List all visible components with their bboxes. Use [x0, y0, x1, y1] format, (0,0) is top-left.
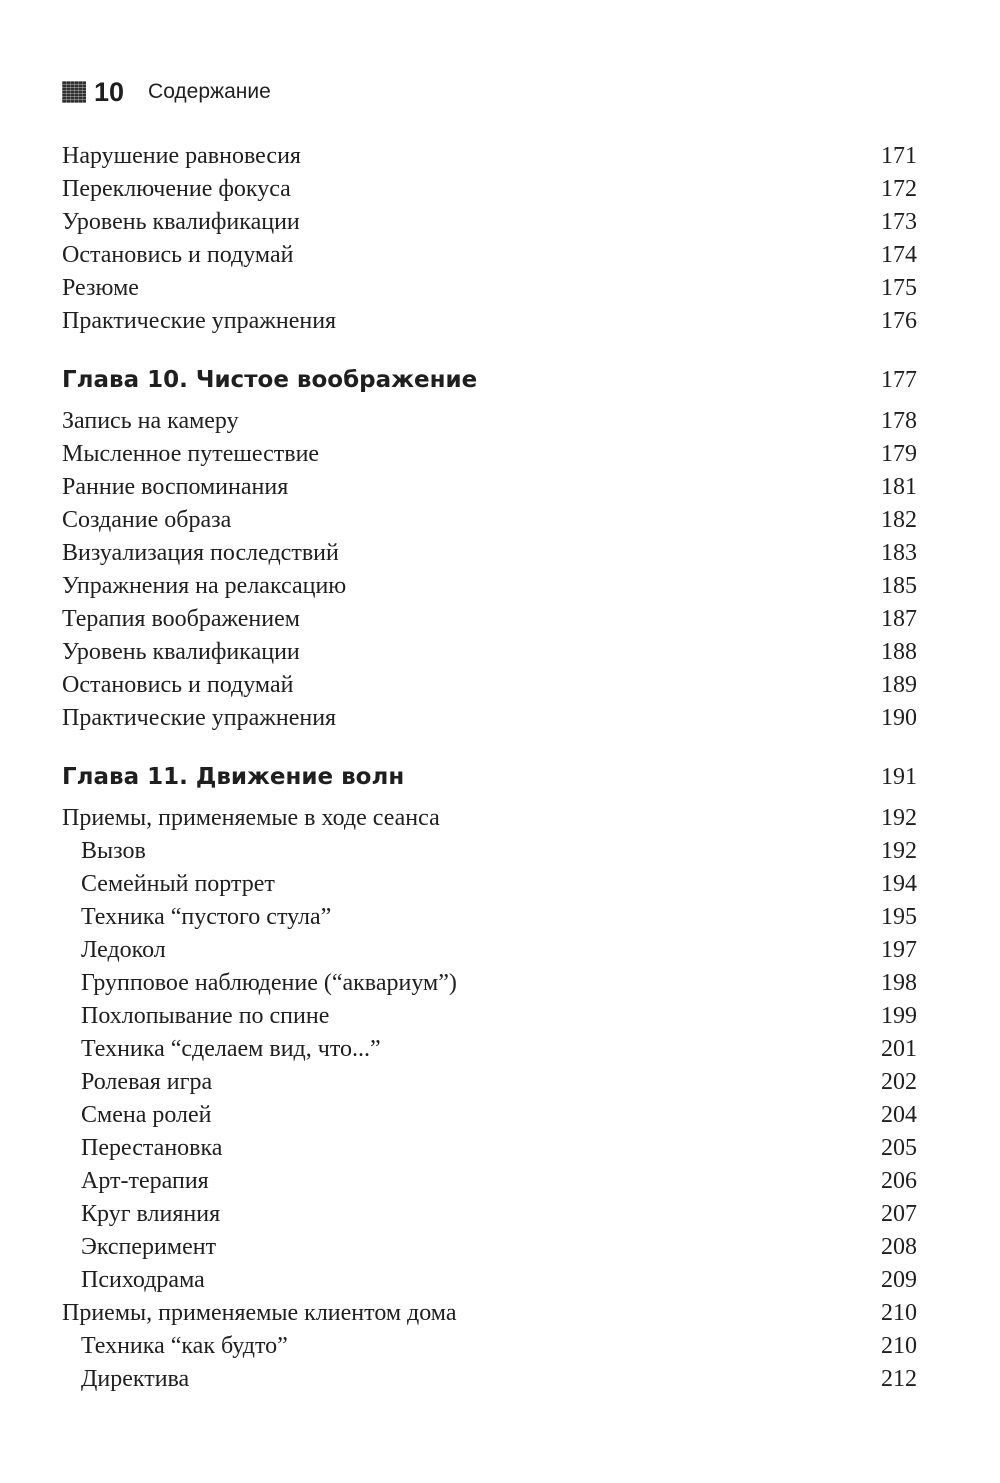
toc-entry-title: Техника “сделаем вид, что...” [81, 1036, 381, 1062]
toc-entry-page: 183 [881, 540, 917, 566]
toc-subentry [62, 1099, 917, 1132]
toc-entry-page: 212 [881, 1366, 917, 1392]
toc-entry [62, 636, 917, 669]
toc-entry-title: Директива [81, 1366, 190, 1392]
toc-entry-page: 189 [881, 672, 917, 698]
chapter-page: 191 [881, 763, 917, 790]
toc-entry [62, 802, 917, 835]
toc-subentry [62, 967, 917, 1000]
toc-entry-title: Уровень квалификации [62, 209, 300, 235]
toc-entry-title: Практические упражнения [62, 705, 337, 731]
toc-section-chapter-10 [62, 360, 917, 735]
toc-entry [62, 504, 917, 537]
toc-entry-title: Психодрама [81, 1267, 205, 1293]
toc-entry-page: 198 [881, 970, 917, 996]
toc-entry [62, 305, 917, 338]
toc-entry-title: Ранние воспоминания [62, 474, 289, 500]
toc-entry-title: Ролевая игра [81, 1069, 213, 1095]
toc-subentry [62, 835, 917, 868]
toc-entry-title: Остановись и подумай [62, 242, 294, 268]
toc-subentry [62, 934, 917, 967]
toc-entry-title: Вызов [81, 838, 146, 864]
chapter-heading [62, 757, 917, 797]
toc-entry [62, 702, 917, 735]
toc-subentry [62, 1231, 917, 1264]
toc-entry-title: Практические упражнения [62, 308, 337, 334]
running-title: Содержание [148, 80, 271, 103]
toc-entry-title: Похлопывание по спине [81, 1003, 330, 1029]
toc-section-continued [62, 140, 917, 338]
toc-subentry [62, 1033, 917, 1066]
toc-entry-page: 192 [881, 838, 917, 864]
toc-entry-page: 194 [881, 871, 917, 897]
toc-entry-title: Приемы, применяемые в ходе сеанса [62, 805, 440, 831]
toc-entry-title: Резюме [62, 275, 139, 301]
toc-entry-page: 178 [881, 408, 917, 434]
toc-entry-page: 195 [881, 904, 917, 930]
toc-entry-page: 210 [881, 1333, 917, 1359]
page-header [62, 76, 271, 108]
toc-entry-title: Перестановка [81, 1135, 223, 1161]
toc-entry-title: Смена ролей [81, 1102, 212, 1128]
toc-entry-page: 199 [881, 1003, 917, 1029]
toc-entry-title: Техника “пустого стула” [81, 904, 332, 930]
toc-entry-title: Техника “как будто” [81, 1333, 288, 1359]
toc-entry-page: 175 [881, 275, 917, 301]
toc-entry [62, 1297, 917, 1330]
toc-entry-page: 204 [881, 1102, 917, 1128]
toc-subentry [62, 1165, 917, 1198]
toc-subentry [62, 868, 917, 901]
toc-entry [62, 570, 917, 603]
toc-entry-title: Ледокол [81, 937, 166, 963]
toc-entry-title: Переключение фокуса [62, 176, 291, 202]
toc-section-chapter-11 [62, 757, 917, 1396]
toc-entry-page: 185 [881, 573, 917, 599]
toc-entry-page: 202 [881, 1069, 917, 1095]
toc-entry [62, 206, 917, 239]
toc-entry-page: 207 [881, 1201, 917, 1227]
toc-entry-page: 201 [881, 1036, 917, 1062]
toc-entry-page: 174 [881, 242, 917, 268]
toc-entry-title: Визуализация последствий [62, 540, 339, 566]
toc-entry-page: 181 [881, 474, 917, 500]
toc-entry-page: 182 [881, 507, 917, 533]
toc-subentry [62, 1000, 917, 1033]
toc-entry-page: 190 [881, 705, 917, 731]
chapter-heading [62, 360, 917, 400]
toc-entry [62, 239, 917, 272]
toc-subentry [62, 1132, 917, 1165]
toc-entry-title: Арт-терапия [81, 1168, 209, 1194]
toc-subentry [62, 1066, 917, 1099]
toc-entry-page: 179 [881, 441, 917, 467]
toc-entry-page: 176 [881, 308, 917, 334]
toc-entry-title: Терапия воображением [62, 606, 300, 632]
toc-entry-title: Эксперимент [81, 1234, 217, 1260]
toc-entry [62, 471, 917, 504]
toc-entry-page: 188 [881, 639, 917, 665]
toc-entry-page: 172 [881, 176, 917, 202]
toc-entry-title: Остановись и подумай [62, 672, 294, 698]
chapter-title: Глава 11. Движение волн [62, 764, 405, 790]
toc-entry [62, 405, 917, 438]
toc-entry [62, 140, 917, 173]
toc-entry-page: 192 [881, 805, 917, 831]
table-of-contents [62, 140, 917, 1396]
toc-entry [62, 272, 917, 305]
toc-entry-title: Мысленное путешествие [62, 441, 320, 467]
toc-entry-page: 171 [881, 143, 917, 169]
toc-entry-page: 209 [881, 1267, 917, 1293]
toc-entry [62, 603, 917, 636]
toc-entry-title: Приемы, применяемые клиентом дома [62, 1300, 457, 1326]
toc-entry-page: 173 [881, 209, 917, 235]
toc-entry-title: Групповое наблюдение (“аквариум”) [81, 970, 457, 996]
toc-subentry [62, 1264, 917, 1297]
page-marker-square [62, 81, 86, 103]
toc-entry [62, 173, 917, 206]
toc-entry-title: Нарушение равновесия [62, 143, 301, 169]
toc-entry-title: Уровень квалификации [62, 639, 300, 665]
chapter-page: 177 [881, 366, 917, 393]
toc-entry-page: 210 [881, 1300, 917, 1326]
toc-entry-page: 187 [881, 606, 917, 632]
toc-entry [62, 438, 917, 471]
toc-subentry [62, 1363, 917, 1396]
toc-subentry [62, 1330, 917, 1363]
toc-entry-page: 206 [881, 1168, 917, 1194]
toc-entry-title: Запись на камеру [62, 408, 239, 434]
toc-subentry [62, 1198, 917, 1231]
toc-entry-title: Круг влияния [81, 1201, 221, 1227]
toc-subentry [62, 901, 917, 934]
toc-entry-title: Семейный портрет [81, 871, 275, 897]
chapter-title: Глава 10. Чистое воображение [62, 367, 478, 393]
toc-entry-page: 208 [881, 1234, 917, 1260]
toc-entry [62, 537, 917, 570]
toc-entry [62, 669, 917, 702]
page-number: 10 [94, 77, 125, 107]
toc-entry-page: 197 [881, 937, 917, 963]
toc-entry-title: Упражнения на релаксацию [62, 573, 347, 599]
toc-entry-page: 205 [881, 1135, 917, 1161]
toc-entry-title: Создание образа [62, 507, 232, 533]
